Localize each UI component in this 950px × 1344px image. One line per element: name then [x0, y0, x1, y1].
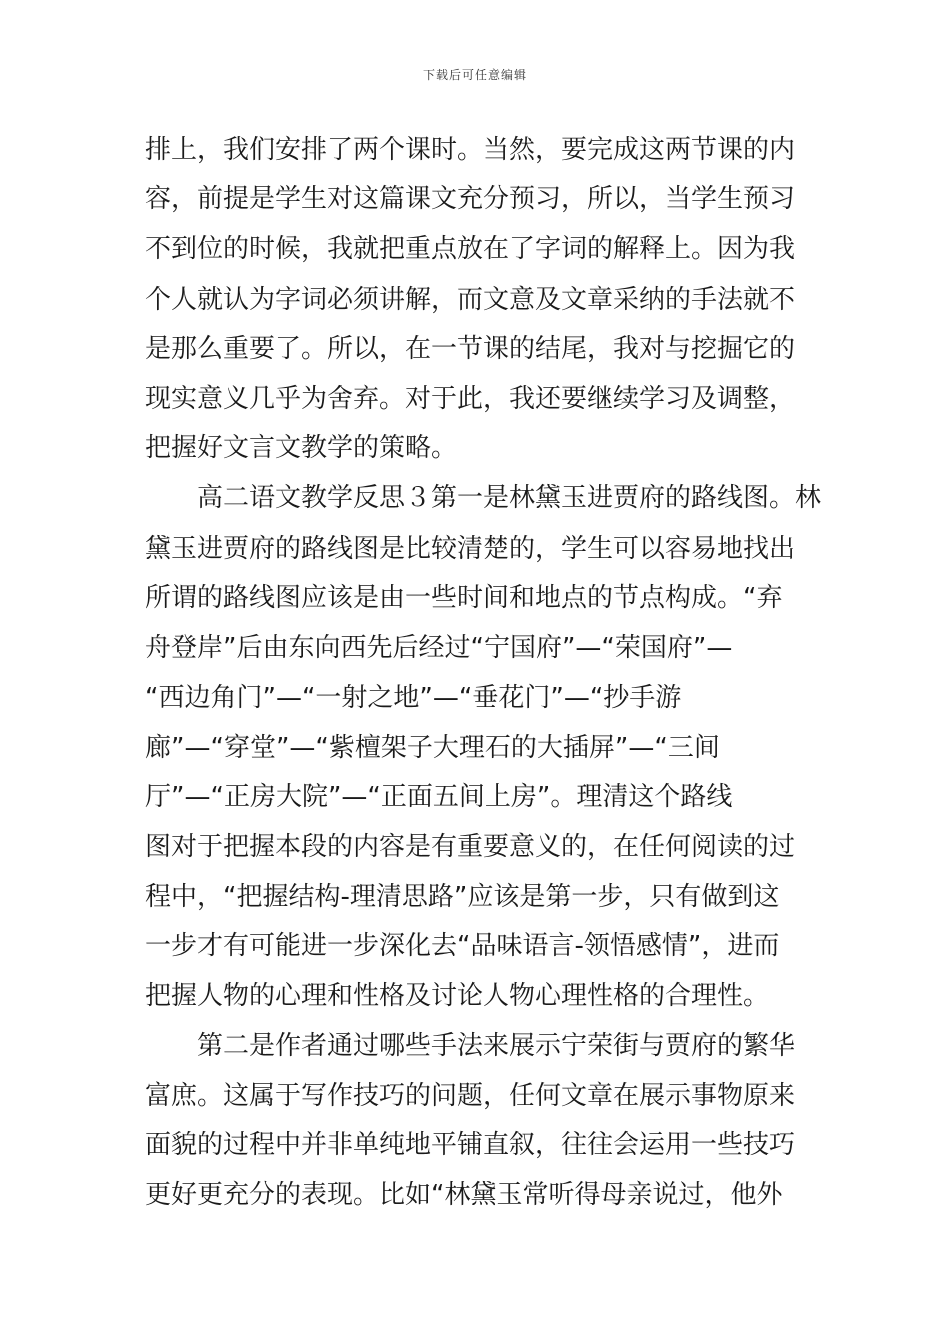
text-line: 黛玉进贾府的路线图是比较清楚的，学生可以容易地找出 [145, 534, 796, 564]
text-line: “西边角门”—“一射之地”—“垂花门”—“抄手游 [145, 683, 682, 713]
text-line: 把握好文言文教学的策略。 [145, 433, 458, 463]
text-line: 舟登岸”后由东向西先后经过“宁国府”—“荣国府”— [145, 633, 733, 663]
text-line: 不到位的时候，我就把重点放在了字词的解释上。因为我 [145, 234, 796, 264]
text-line: 高二语文教学反思３第一是林黛玉进贾府的路线图。林 [145, 483, 822, 513]
text-line: 一步才有可能进一步深化去“品味语言-领悟感情”，进而 [145, 931, 780, 961]
text-line: 第二是作者通过哪些手法来展示宁荣街与贾府的繁华 [145, 1031, 796, 1061]
page-header: 下载后可任意编辑 [422, 68, 527, 82]
text-line: 现实意义几乎为舍弃。对于此，我还要继续学习及调整， [145, 384, 796, 414]
text-line: 程中，“把握结构-理清思路”应该是第一步，只有做到这 [145, 882, 780, 912]
text-line: 图对于把握本段的内容是有重要意义的，在任何阅读的过 [145, 832, 796, 862]
text-line: 容，前提是学生对这篇课文充分预习，所以，当学生预习 [145, 184, 796, 214]
text-line: 所谓的路线图应该是由一些时间和地点的节点构成。“弃 [145, 583, 783, 613]
text-line: 排上，我们安排了两个课时。当然，要完成这两节课的内 [145, 135, 796, 165]
text-line: 更好更充分的表现。比如“林黛玉常听得母亲说过，他外 [145, 1180, 783, 1210]
text-line: 富庶。这属于写作技巧的问题，任何文章在展示事物原来 [145, 1081, 796, 1111]
text-line: 是那么重要了。所以，在一节课的结尾，我对与挖掘它的 [145, 334, 796, 364]
text-line: 面貌的过程中并非单纯地平铺直叙，往往会运用一些技巧 [145, 1130, 796, 1160]
text-line: 个人就认为字词必须讲解，而文意及文章采纳的手法就不 [145, 285, 796, 315]
text-line: 廊”—“穿堂”—“紫檀架子大理石的大插屏”—“三间 [145, 733, 720, 763]
text-line: 把握人物的心理和性格及讨论人物心理性格的合理性。 [145, 981, 770, 1011]
text-line: 厅”—“正房大院”—“正面五间上房”。理清这个路线 [145, 782, 733, 812]
